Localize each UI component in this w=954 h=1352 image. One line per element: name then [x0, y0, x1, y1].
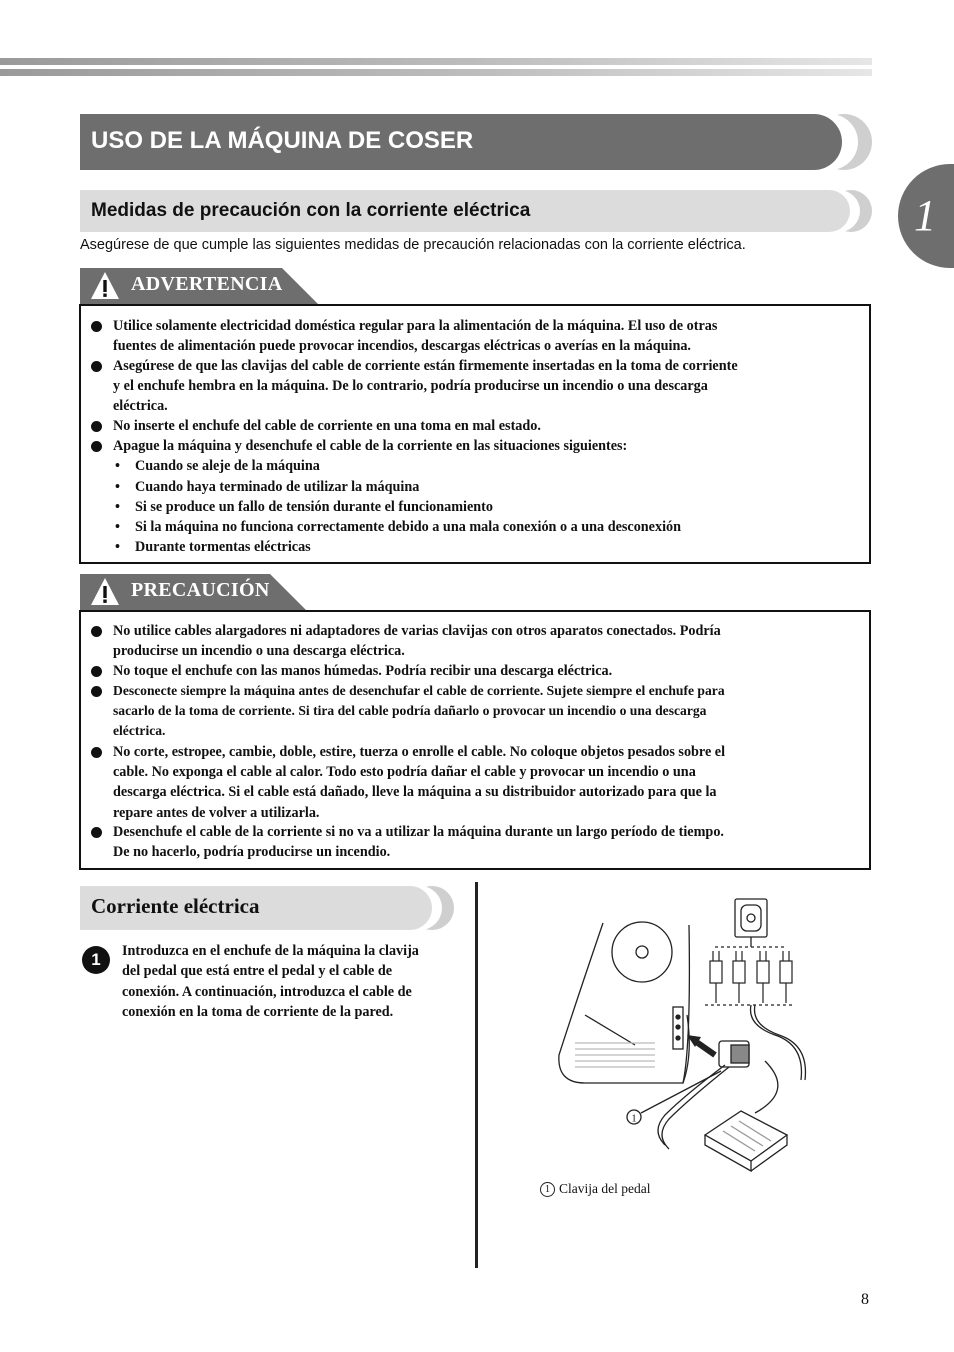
warning-label: ADVERTENCIA — [131, 273, 283, 295]
warning-sub-item: • Durante tormentas eléctricas — [115, 539, 311, 555]
section-title-bar — [80, 190, 872, 232]
warning-item: Apague la máquina y desenchufe el cable de la corriente en las situaciones siguientes: — [91, 436, 857, 456]
caution-item: No corte, estropee, cambie, doble, estire, tuerza o enrolle el cable. No coloque objetos pesados sobre el cable. No exponga el cable al calor. Todo esto podría dañar el cable y provocar un incendio o una descarga eléctrica. Si el cable está dañado, lleve la máquina a su distribuidor autorizado para que la repare antes de volver a utilizarla. — [91, 742, 857, 823]
header-stripes — [0, 58, 872, 80]
callout-number: 1 — [631, 1112, 637, 1125]
caution-item: No utilice cables alargadores ni adaptadores de varias clavijas con otros aparatos conectados. Podría producirse un incendio o una descarga eléctrica. — [91, 621, 857, 661]
step-text: Introduzca en el enchufe de la máquina la clavija del pedal que está entre el pedal y el cable de conexión. A continuación, introduzca el cable de conexión en la toma de corriente de la pared. — [122, 943, 419, 1020]
warning-sub-item: • Si se produce un fallo de tensión durante el funcionamiento — [115, 499, 494, 515]
caution-label: PRECAUCIÓN — [131, 579, 270, 601]
intro-text: Asegúrese de que cumple las siguientes medidas de precaución relacionadas con la corriente eléctrica. — [80, 237, 746, 253]
illustration-caption — [540, 1181, 650, 1197]
page-title: USO DE LA MÁQUINA DE COSER — [91, 127, 474, 154]
chapter-number: 1 — [914, 191, 936, 240]
page-number: 8 — [861, 1291, 869, 1308]
caption-text: Clavija del pedal — [559, 1181, 651, 1196]
column-divider — [475, 882, 478, 1268]
caution-item: No toque el enchufe con las manos húmedas. Podría recibir una descarga eléctrica. — [91, 661, 857, 681]
warning-item: Asegúrese de que las clavijas del cable de corriente están firmemente insertadas en la toma de corriente y el enchufe hembra en la máquina. De lo contrario, podría producirse un incendio o una descarga eléctrica. — [91, 356, 857, 417]
caution-item: Desenchufe el cable de la corriente si no va a utilizar la máquina durante un largo período de tiempo. De no hacerlo, podría producirse un incendio. — [91, 822, 857, 862]
warning-triangle-icon — [90, 271, 120, 301]
caution-label-tab — [80, 574, 306, 610]
power-connection-illustration — [555, 895, 815, 1185]
caption-callout-number: 1 — [540, 1182, 555, 1197]
section-title: Medidas de precaución con la corriente eléctrica — [91, 200, 531, 221]
caution-item: Desconecte siempre la máquina antes de desenchufar el cable de corriente. Sujete siempre el enchufe para sacarlo de la toma de corriente. Si tira del cable podría dañarlo o provocar un incendio o una descarga eléctrica. — [91, 681, 857, 742]
warning-label-tab — [80, 268, 318, 304]
caution-box — [79, 610, 871, 870]
power-section-bar — [80, 886, 454, 930]
power-section-title: Corriente eléctrica — [91, 894, 260, 918]
warning-sub-item: • Si la máquina no funciona correctamente debido a una mala conexión o a una desconexión — [115, 519, 682, 535]
step-number-icon: 1 — [82, 946, 110, 974]
warning-box — [79, 304, 871, 564]
warning-triangle-icon — [90, 577, 120, 607]
chapter-tab — [898, 164, 954, 268]
warning-item: No inserte el enchufe del cable de corriente en una toma en mal estado. — [91, 416, 857, 436]
warning-sub-item: • Cuando haya terminado de utilizar la máquina — [115, 479, 420, 495]
warning-item: Utilice solamente electricidad doméstica regular para la alimentación de la máquina. El uso de otras fuentes de alimentación puede provocar incendios, descargas eléctricas o averías en la máquina. — [91, 316, 857, 356]
warning-sub-item: • Cuando se aleje de la máquina — [115, 458, 320, 474]
page-title-bar — [80, 114, 872, 170]
